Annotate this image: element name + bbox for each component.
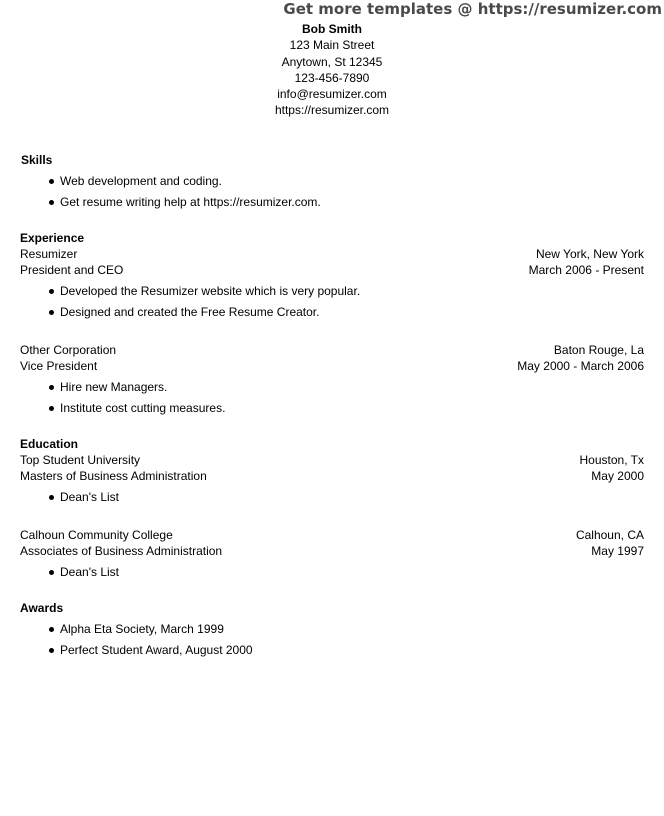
job-header-row (20, 342, 644, 358)
candidate-name: Bob Smith (302, 22, 362, 36)
bullet-icon (49, 406, 54, 411)
duty-text: Developed the Resumizer website which is very popular. (60, 284, 361, 298)
degree-date: May 1997 (591, 544, 644, 558)
bullet-icon (49, 289, 54, 294)
degree-name: Masters of Business Administration (20, 469, 207, 483)
school-entry (20, 527, 644, 580)
list-item (20, 379, 644, 395)
bullet-icon (49, 310, 54, 315)
school-name: Top Student University (20, 453, 141, 467)
degree-row (20, 468, 644, 484)
company-name: Resumizer (20, 247, 78, 261)
list-item (20, 642, 644, 658)
section-title-skills: Skills (21, 153, 53, 167)
awards-list (20, 621, 644, 658)
awards-section (20, 600, 644, 658)
job-header-row (20, 246, 644, 262)
list-item (20, 400, 644, 416)
honor-text: Dean's List (60, 490, 119, 504)
education-section (20, 436, 644, 580)
school-header-row (20, 452, 644, 468)
list-item (20, 194, 644, 210)
job-title: Vice President (20, 359, 98, 373)
degree-name: Associates of Business Administration (20, 544, 223, 558)
experience-section (20, 230, 644, 416)
list-item (20, 621, 644, 637)
degree-date: May 2000 (591, 469, 644, 483)
resume-header (0, 21, 664, 119)
school-name: Calhoun Community College (20, 528, 173, 542)
job-entry (20, 246, 644, 320)
degree-row (20, 543, 644, 559)
bullet-icon (49, 200, 54, 205)
email-link[interactable]: info@resumizer.com (277, 87, 387, 102)
bullet-icon (49, 179, 54, 184)
skill-text: Web development and coding. (60, 174, 222, 188)
award-text: Alpha Eta Society, March 1999 (60, 622, 224, 636)
company-name: Other Corporation (20, 343, 117, 357)
job-location: Baton Rouge, La (553, 343, 644, 357)
school-header-row (20, 527, 644, 543)
bullet-icon (49, 627, 54, 632)
section-title-education: Education (20, 437, 79, 451)
school-location: Calhoun, CA (575, 528, 644, 542)
job-duties-list (20, 283, 644, 320)
duty-text: Designed and created the Free Resume Creator. (60, 305, 320, 319)
bullet-icon (49, 495, 54, 500)
list-item (20, 304, 644, 320)
school-honors-list (20, 489, 644, 505)
school-location: Houston, Tx (579, 453, 644, 467)
section-title-experience: Experience (20, 231, 85, 245)
duty-text: Hire new Managers. (60, 380, 168, 394)
duty-text: Institute cost cutting measures. (60, 401, 226, 415)
list-item (20, 489, 644, 505)
job-dates: March 2006 - Present (528, 263, 644, 277)
job-title-row (20, 358, 644, 374)
job-duties-list (20, 379, 644, 416)
bullet-icon (49, 648, 54, 653)
phone-number: 123-456-7890 (294, 70, 370, 85)
bullet-icon (49, 385, 54, 390)
skill-text: Get resume writing help at https://resumizer.com. (60, 195, 321, 209)
templates-banner[interactable]: Get more templates @ https://resumizer.com (283, 0, 662, 18)
address-city: Anytown, St 12345 (281, 54, 383, 69)
school-entry (20, 452, 644, 505)
skills-section (20, 152, 644, 210)
address-street: 123 Main Street (289, 38, 375, 53)
job-dates: May 2000 - March 2006 (517, 359, 644, 373)
job-entry (20, 342, 644, 416)
section-title-awards: Awards (20, 601, 64, 615)
list-item (20, 283, 644, 299)
resume-body (20, 152, 644, 663)
list-item (20, 564, 644, 580)
award-text: Perfect Student Award, August 2000 (60, 643, 253, 657)
job-location: New York, New York (535, 247, 644, 261)
skills-list (20, 173, 644, 210)
website-link[interactable]: https://resumizer.com (274, 103, 390, 118)
list-item (20, 173, 644, 189)
school-honors-list (20, 564, 644, 580)
honor-text: Dean's List (60, 565, 119, 579)
job-title: President and CEO (20, 263, 124, 277)
job-title-row (20, 262, 644, 278)
bullet-icon (49, 570, 54, 575)
